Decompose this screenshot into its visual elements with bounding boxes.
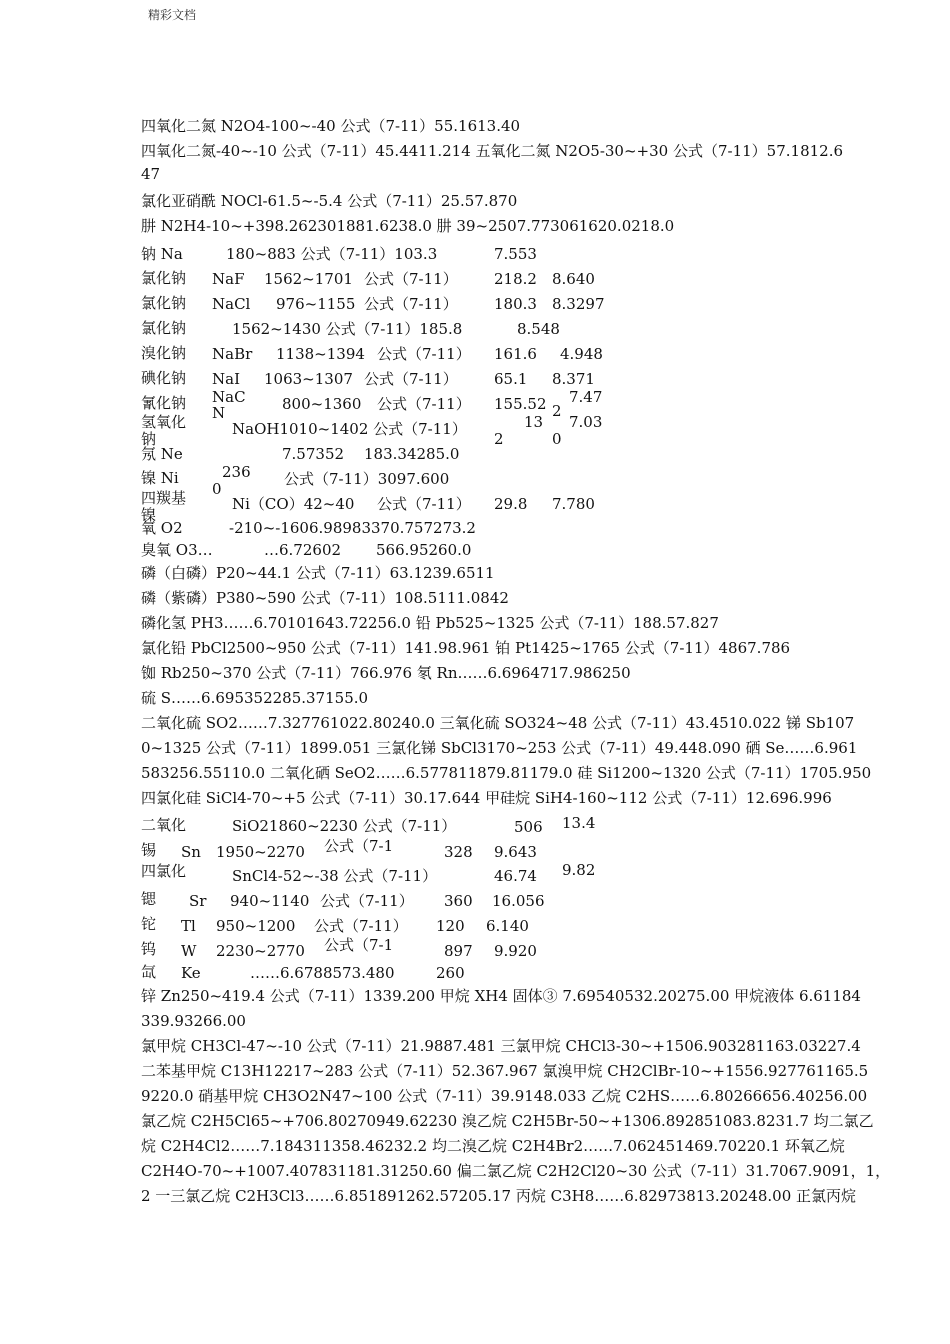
table-cell: 公式（7-1 — [324, 936, 394, 954]
table-cell: NaC — [212, 388, 246, 406]
text-line: 锌 Zn250~419.4 公式（7-11）1339.200 甲烷 XH4 固体③ 7.69540532.20275.00 甲烷液体 6.61184 — [141, 987, 861, 1005]
table-cell: 8.548 — [517, 320, 560, 338]
text-line: 2 一三氯乙烷 C2H3Cl3……6.851891262.57205.17 丙烷 C3H8……6.82973813.20248.00 正氯丙烷 — [141, 1187, 857, 1205]
text-line: 臭氧 O3… — [141, 541, 213, 559]
table-cell: 155.52 — [494, 395, 547, 413]
table-cell: 16.056 — [492, 892, 545, 910]
table-cell: 钠 — [141, 430, 157, 448]
text-line: 肼 N2H4-10~+398.262301881.6238.0 肼 39~2507.773061620.0218.0 — [141, 217, 675, 235]
table-cell: 8.640 — [552, 270, 595, 288]
text-line: 339.93266.00 — [141, 1012, 246, 1030]
table-cell: 180~883 公式（7-11）103.3 — [226, 245, 438, 263]
text-line: 四氧化二氮 N2O4-100~-40 公式（7-11）55.1613.40 — [141, 117, 521, 135]
table-cell: 7.03 — [569, 413, 603, 431]
text-line: …6.72602 — [264, 541, 342, 559]
page-header: 精彩文档 — [148, 8, 197, 22]
table-cell: 锡 — [141, 841, 157, 859]
table-cell: 9.643 — [494, 843, 537, 861]
text-line: 硫 S……6.695352285.37155.0 — [141, 689, 369, 707]
table-cell: 氖 Ne — [141, 445, 183, 463]
table-cell: NaI — [212, 370, 240, 388]
table-cell: 7.47 — [569, 388, 603, 406]
table-cell: 1562~1430 公式（7-11）185.8 — [232, 320, 463, 338]
table-cell: 镍 — [141, 506, 157, 524]
table-cell: 950~1200 — [216, 917, 296, 935]
table-cell: SiO21860~2230 公式（7-11） — [232, 817, 457, 835]
table-cell: 氯化钠 — [141, 294, 187, 312]
table-cell: 公式（7-11）3097.600 — [284, 470, 450, 488]
table-cell: 9.82 — [562, 861, 596, 879]
table-cell: 钠 Na — [141, 245, 183, 263]
table-cell: Tl — [181, 917, 196, 935]
text-line: 583256.55110.0 二氧化硒 SeO2……6.577811879.81179.0 硅 Si1200~1320 公式（7-11）1705.950 — [141, 764, 872, 782]
table-cell: 4.948 — [560, 345, 603, 363]
table-cell: NaCl — [212, 295, 251, 313]
table-cell: 161.6 — [494, 345, 537, 363]
table-cell: 360 — [444, 892, 473, 910]
table-cell: 2 — [552, 402, 562, 420]
table-cell: NaBr — [212, 345, 253, 363]
table-cell: 公式（7-11） — [377, 345, 471, 363]
text-line: 四氧化二氮-40~-10 公式（7-11）45.4411.214 五氧化二氮 N2O5-30~+30 公式（7-11）57.1812.6 — [141, 142, 844, 160]
table-cell: 溴化钠 — [141, 344, 187, 362]
table-cell: 氢氧化 — [141, 413, 187, 431]
text-line: 磷（白磷）P20~44.1 公式（7-11）63.1239.6511 — [141, 564, 495, 582]
text-line: 氯甲烷 CH3Cl-47~-10 公式（7-11）21.9887.481 三氯甲烷 CHCl3-30~+1506.903281163.03227.4 — [141, 1037, 861, 1055]
table-cell: Ke — [181, 964, 201, 982]
text-line: 二苯基甲烷 C13H12217~283 公式（7-11）52.367.967 氯溴甲烷 CH2ClBr-10~+1556.927761165.5 — [141, 1062, 869, 1080]
table-cell: 碘化钠 — [141, 369, 187, 387]
text-line: 9220.0 硝基甲烷 CH3O2N47~100 公式（7-11）39.9148.033 乙烷 C2HS……6.80266656.40256.00 — [141, 1087, 868, 1105]
table-cell: 1562~1701 — [264, 270, 353, 288]
text-line: 二氧化硫 SO2……7.327761022.80240.0 三氧化硫 SO324~48 公式（7-11）43.4510.022 锑 Sb107 — [141, 714, 855, 732]
table-cell: 二氧化 — [141, 816, 187, 834]
text-line: 磷化氢 PH3……6.70101643.72256.0 铅 Pb525~1325 公式（7-11）188.57.827 — [141, 614, 719, 632]
text-line: 氯化铅 PbCl2500~950 公式（7-11）141.98.961 铂 Pt1425~1765 公式（7-11）4867.786 — [141, 639, 791, 657]
table-cell: Ni（CO）42~40 — [232, 495, 355, 513]
table-cell: SnCl4-52~-38 公式（7-11） — [232, 867, 438, 885]
table-cell: 氙 — [141, 963, 157, 981]
table-cell: 公式（7-11） — [364, 295, 458, 313]
text-line: 磷（紫磷）P380~590 公式（7-11）108.5111.0842 — [141, 589, 509, 607]
table-cell: NaF — [212, 270, 245, 288]
table-cell: Sr — [189, 892, 207, 910]
table-cell: 四羰基 — [141, 489, 187, 507]
table-cell: 公式（7-11） — [314, 917, 408, 935]
table-cell: W — [181, 942, 197, 960]
table-cell: 1138~1394 — [276, 345, 365, 363]
table-cell: Sn — [181, 843, 201, 861]
table-cell: 镍 Ni — [141, 469, 179, 487]
table-cell: 2230~2770 — [216, 942, 305, 960]
table-cell: 0 — [552, 430, 562, 448]
table-cell: 9.920 — [494, 942, 537, 960]
text-line: 四氯化硅 SiCl4-70~+5 公式（7-11）30.17.644 甲硅烷 SiH4-160~112 公式（7-11）12.696.996 — [141, 789, 832, 807]
text-line: 47 — [141, 165, 161, 183]
table-cell: 钨 — [141, 940, 157, 958]
table-cell: 公式（7-11） — [320, 892, 414, 910]
table-cell: 506 — [514, 818, 543, 836]
table-cell: N — [212, 404, 226, 422]
table-cell: 8.371 — [552, 370, 595, 388]
table-cell: 65.1 — [494, 370, 528, 388]
table-cell: 铊 — [141, 915, 157, 933]
table-cell: 6.140 — [486, 917, 529, 935]
table-cell: 976~1155 — [276, 295, 356, 313]
table-cell: 公式（7-1 — [324, 837, 394, 855]
table-cell: 180.3 — [494, 295, 537, 313]
text-line: 氯乙烷 C2H5Cl65~+706.80270949.62230 溴乙烷 C2H5Br-50~+1306.892851083.8231.7 均二氯乙 — [141, 1112, 874, 1130]
table-cell: 8.3297 — [552, 295, 605, 313]
table-cell: 1950~2270 — [216, 843, 305, 861]
table-cell: 29.8 — [494, 495, 528, 513]
text-line: 0~1325 公式（7-11）1899.051 三氯化锑 SbCl3170~253 公式（7-11）49.448.090 硒 Se……6.961 — [141, 739, 858, 757]
table-cell: 7.57352 — [282, 445, 345, 463]
table-cell: 氰化钠 — [141, 394, 187, 412]
text-line: 铷 Rb250~370 公式（7-11）766.976 氡 Rn……6.6964717.986250 — [141, 664, 631, 682]
table-cell: 236 — [222, 463, 251, 481]
table-cell: 1063~1307 — [264, 370, 353, 388]
table-cell: 7.553 — [494, 245, 537, 263]
table-cell: 260 — [436, 964, 465, 982]
text-line: C2H4O-70~+1007.407831181.31250.60 偏二氯乙烷 C2H2Cl20~30 公式（7-11）31.7067.9091，1， — [141, 1162, 891, 1180]
text-line: 氧 O2 — [141, 519, 183, 537]
table-cell: 四氯化 — [141, 862, 187, 880]
table-cell: 公式（7-11） — [377, 395, 471, 413]
text-line: -210~-1606.98983370.757273.2 — [229, 519, 476, 537]
text-line: 566.95260.0 — [376, 541, 472, 559]
table-cell: 218.2 — [494, 270, 537, 288]
table-cell: ……6.6788573.480 — [250, 964, 395, 982]
table-cell: 公式（7-11） — [364, 370, 458, 388]
table-cell: 940~1140 — [230, 892, 310, 910]
table-cell: 7.780 — [552, 495, 595, 513]
table-cell: 46.74 — [494, 867, 537, 885]
text-line: 烷 C2H4Cl2……7.184311358.46232.2 均二溴乙烷 C2H4Br2……7.062451469.70220.1 环氧乙烷 — [141, 1137, 845, 1155]
table-cell: 氯化钠 — [141, 319, 187, 337]
text-line: 氯化亚硝酰 NOCl-61.5~-5.4 公式（7-11）25.57.870 — [141, 192, 518, 210]
table-cell: 328 — [444, 843, 473, 861]
table-cell: 183.34285.0 — [364, 445, 460, 463]
table-cell: 800~1360 — [282, 395, 362, 413]
table-cell: 公式（7-11） — [364, 270, 458, 288]
table-cell: 13.4 — [562, 814, 596, 832]
table-cell: 897 — [444, 942, 473, 960]
table-cell: 0 — [212, 480, 222, 498]
table-cell: NaOH1010~1402 公式（7-11） — [232, 420, 467, 438]
table-cell: 13 — [524, 413, 544, 431]
table-cell: 锶 — [141, 890, 157, 908]
table-cell: 氯化钠 — [141, 269, 187, 287]
table-cell: 120 — [436, 917, 465, 935]
table-cell: 2 — [494, 430, 504, 448]
table-cell: 公式（7-11） — [377, 495, 471, 513]
